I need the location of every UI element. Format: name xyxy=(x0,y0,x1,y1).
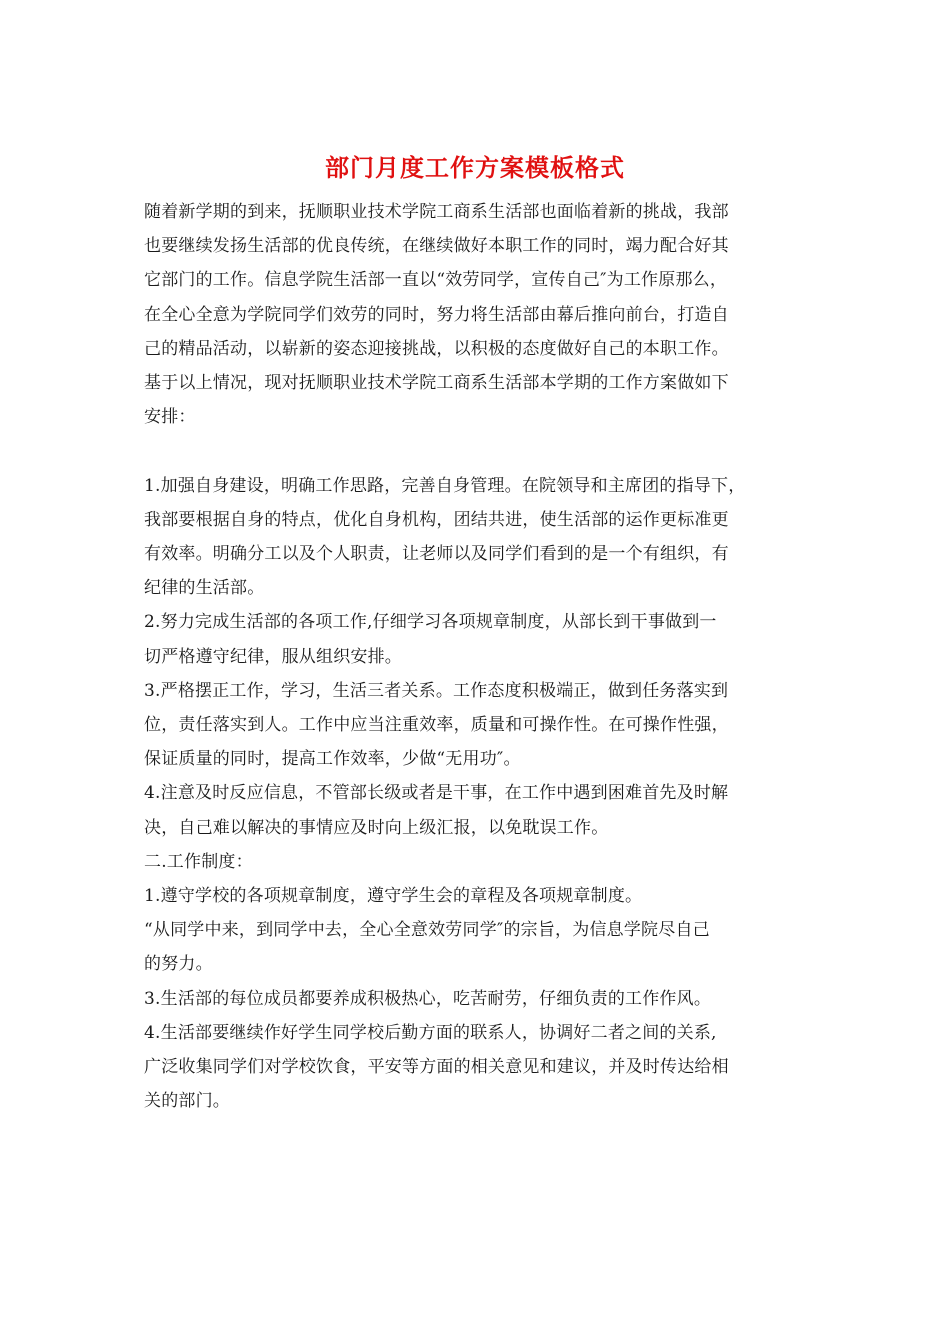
text-line: 切严格遵守纪律，服从组织安排。 xyxy=(144,646,402,667)
text-line: 1.遵守学校的各项规章制度，遵守学生会的章程及各项规章制度。 xyxy=(144,886,643,907)
blank-line xyxy=(144,434,834,468)
text-line: 3.严格摆正工作，学习，生活三者关系。工作态度积极端正，做到任务落实到 xyxy=(144,680,729,701)
text-line: 关的部门。 xyxy=(144,1091,230,1112)
text-line: 它部门的工作。信息学院生活部一直以“效劳同学，宣传自己″为工作原那么， xyxy=(144,270,728,291)
text-line: 3.生活部的每位成员都要养成积极热心，吃苦耐劳，仔细负责的工作作风。 xyxy=(144,988,712,1009)
text-line: 基于以上情况，现对抚顺职业技术学院工商系生活部本学期的工作方案做如下 xyxy=(144,373,729,394)
text-line: 2.努力完成生活部的各项工作,仔细学习各项规章制度，从部长到干事做到一 xyxy=(144,612,717,633)
text-line: 保证质量的同时，提高工作效率，少做“无用功″。 xyxy=(144,749,521,770)
document-body xyxy=(144,195,834,1118)
text-line: “从同学中来，到同学中去，全心全意效劳同学″的宗旨，为信息学院尽自己 xyxy=(144,920,710,941)
text-line: 也要继续发扬生活部的优良传统，在继续做好本职工作的同时，竭力配合好其 xyxy=(144,236,729,257)
text-line: 1.加强自身建设，明确工作思路，完善自身管理。在院领导和主席团的指导下， xyxy=(144,475,746,496)
text-line: 决，自己难以解决的事情应及时向上级汇报，以免耽误工作。 xyxy=(144,817,609,838)
text-line: 在全心全意为学院同学们效劳的同时，努力将生活部由幕后推向前台，打造自 xyxy=(144,304,729,325)
text-line: 我部要根据自身的特点，优化自身机构，团结共进，使生活部的运作更标准更 xyxy=(144,509,729,530)
text-line: 位，责任落实到人。工作中应当注重效率，质量和可操作性。在可操作性强， xyxy=(144,715,729,736)
text-line: 4.注意及时反应信息，不管部长级或者是干事，在工作中遇到困难首先及时解 xyxy=(144,783,729,804)
text-line: 纪律的生活部。 xyxy=(144,578,265,599)
text-line: 4.生活部要继续作好学生同学校后勤方面的联系人，协调好二者之间的关系, xyxy=(144,1022,717,1043)
text-line: 有效率。明确分工以及个人职责，让老师以及同学们看到的是一个有组织，有 xyxy=(144,544,729,565)
text-line: 安排： xyxy=(144,407,196,428)
text-line: 的努力。 xyxy=(144,954,213,975)
document-title: 部门月度工作方案模板格式 xyxy=(325,153,625,182)
text-line: 广泛收集同学们对学校饮食，平安等方面的相关意见和建议，并及时传达给相 xyxy=(144,1057,729,1078)
text-line: 随着新学期的到来，抚顺职业技术学院工商系生活部也面临着新的挑战，我部 xyxy=(144,202,729,222)
text-line: 二.工作制度： xyxy=(144,851,253,872)
text-line: 己的精品活动，以崭新的姿态迎接挑战，以积极的态度做好自己的本职工作。 xyxy=(144,338,729,359)
